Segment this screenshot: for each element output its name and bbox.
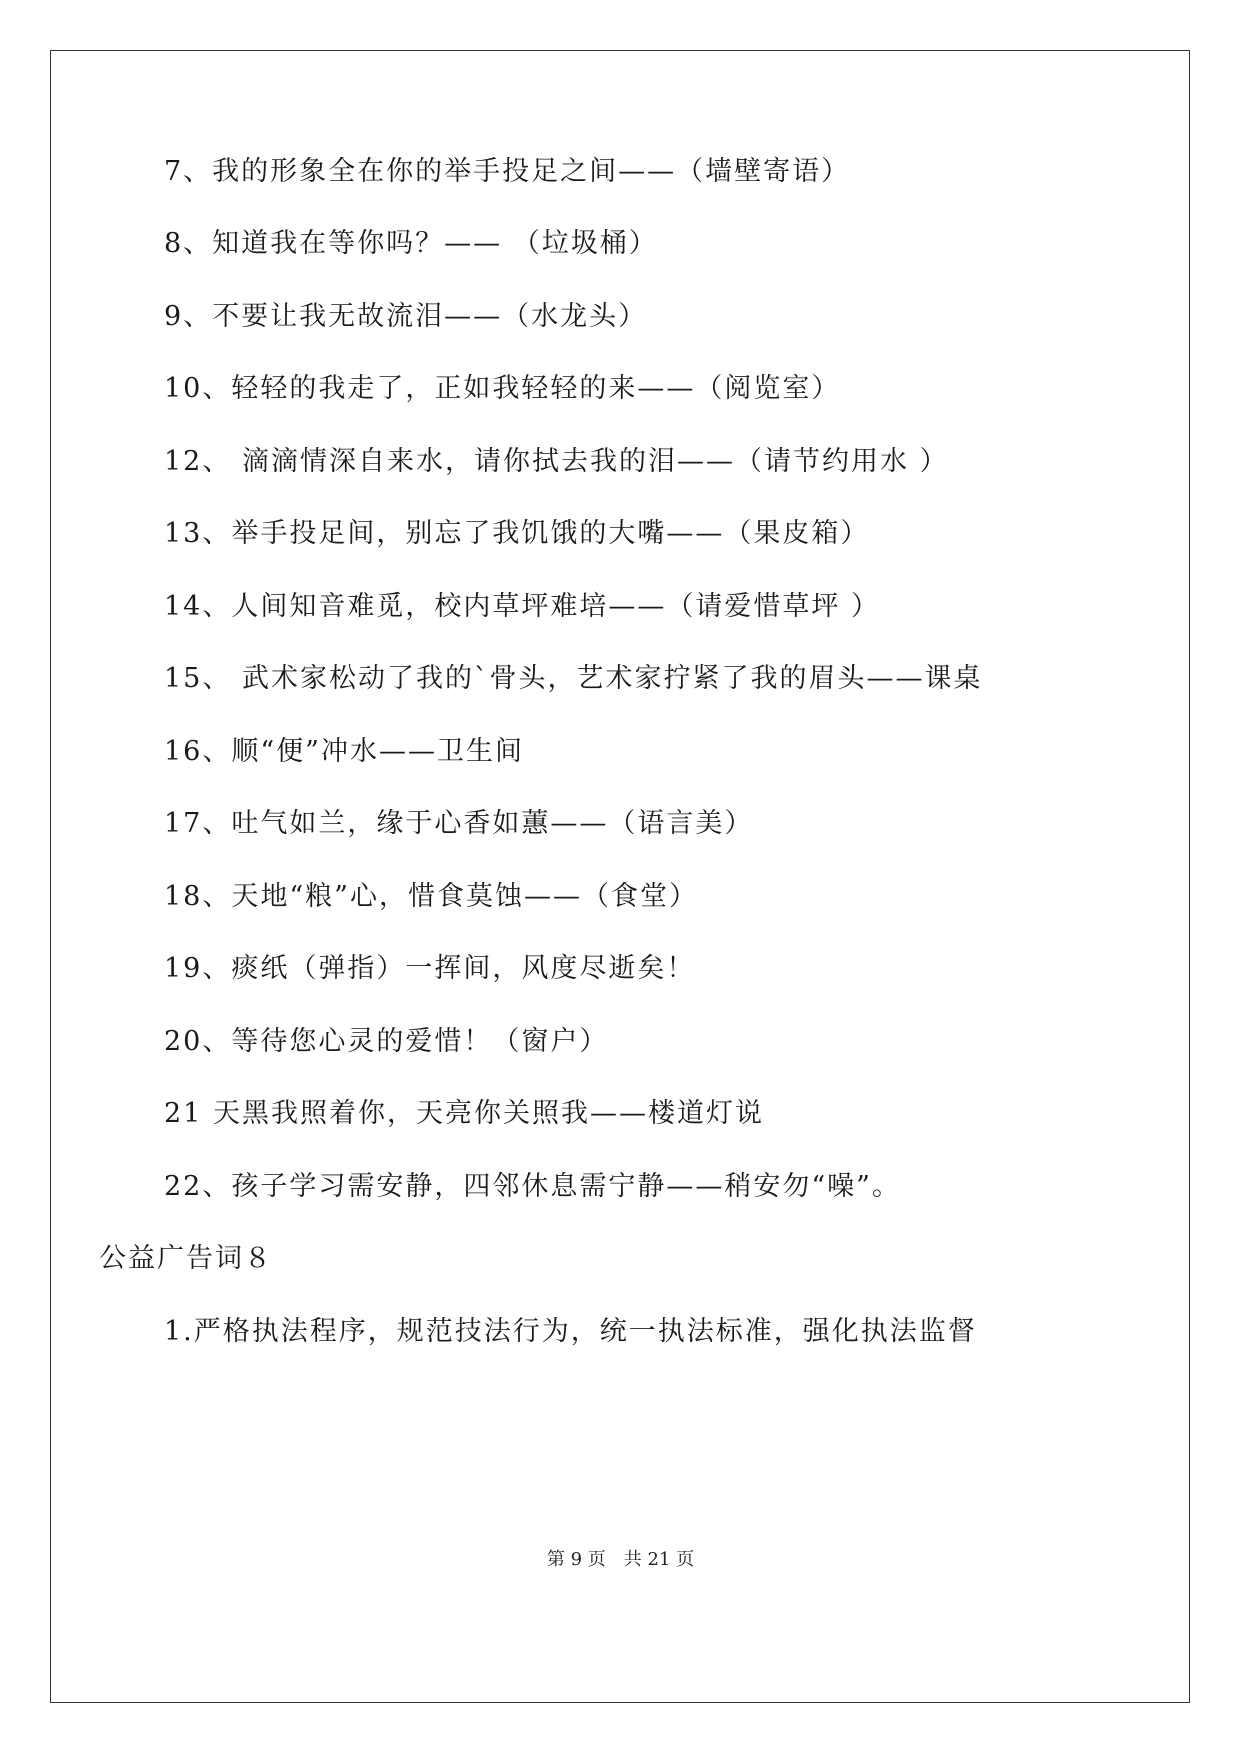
list-item: 1.严格执法程序，规范技法行为，统一执法标准，强化执法监督 xyxy=(164,1316,977,1347)
list-item: 7、我的形象全在你的举手投足之间——（墙壁寄语） xyxy=(164,156,851,187)
list-item: 22、孩子学习需安静，四邻休息需宁静——稍安勿“噪”。 xyxy=(164,1171,901,1202)
list-item: 8、知道我在等你吗？—— （垃圾桶） xyxy=(164,228,658,259)
list-item: 17、吐气如兰，缘于心香如蕙——（语言美） xyxy=(164,808,754,839)
list-item: 21 天黑我照着你，天亮你关照我——楼道灯说 xyxy=(164,1098,764,1129)
list-item: 16、顺“便”冲水——卫生间 xyxy=(164,736,524,767)
list-item: 12、 滴滴情深自来水，请你拭去我的泪——（请节约用水 ） xyxy=(164,446,949,477)
list-item: 10、轻轻的我走了，正如我轻轻的来——（阅览室） xyxy=(164,373,841,404)
list-item: 19、痰纸（弹指）一挥间，风度尽逝矣！ xyxy=(164,953,696,984)
list-item: 9、不要让我无故流泪——（水龙头） xyxy=(164,301,648,332)
list-item: 20、等待您心灵的爱惜！（窗户） xyxy=(164,1026,609,1057)
list-item: 15、 武术家松动了我的`骨头，艺术家拧紧了我的眉头——课桌 xyxy=(164,663,983,694)
section-heading: 公益广告词８ xyxy=(99,1243,273,1274)
page-border xyxy=(50,50,1190,1703)
list-item: 18、天地“粮”心，惜食莫蚀——（食堂） xyxy=(164,881,698,912)
list-item: 14、人间知音难觅，校内草坪难培——（请爱惜草坪 ） xyxy=(164,591,880,622)
page-footer: 第 9 页 共 21 页 xyxy=(546,1549,695,1570)
list-item: 13、举手投足间，别忘了我饥饿的大嘴——（果皮箱） xyxy=(164,518,870,549)
